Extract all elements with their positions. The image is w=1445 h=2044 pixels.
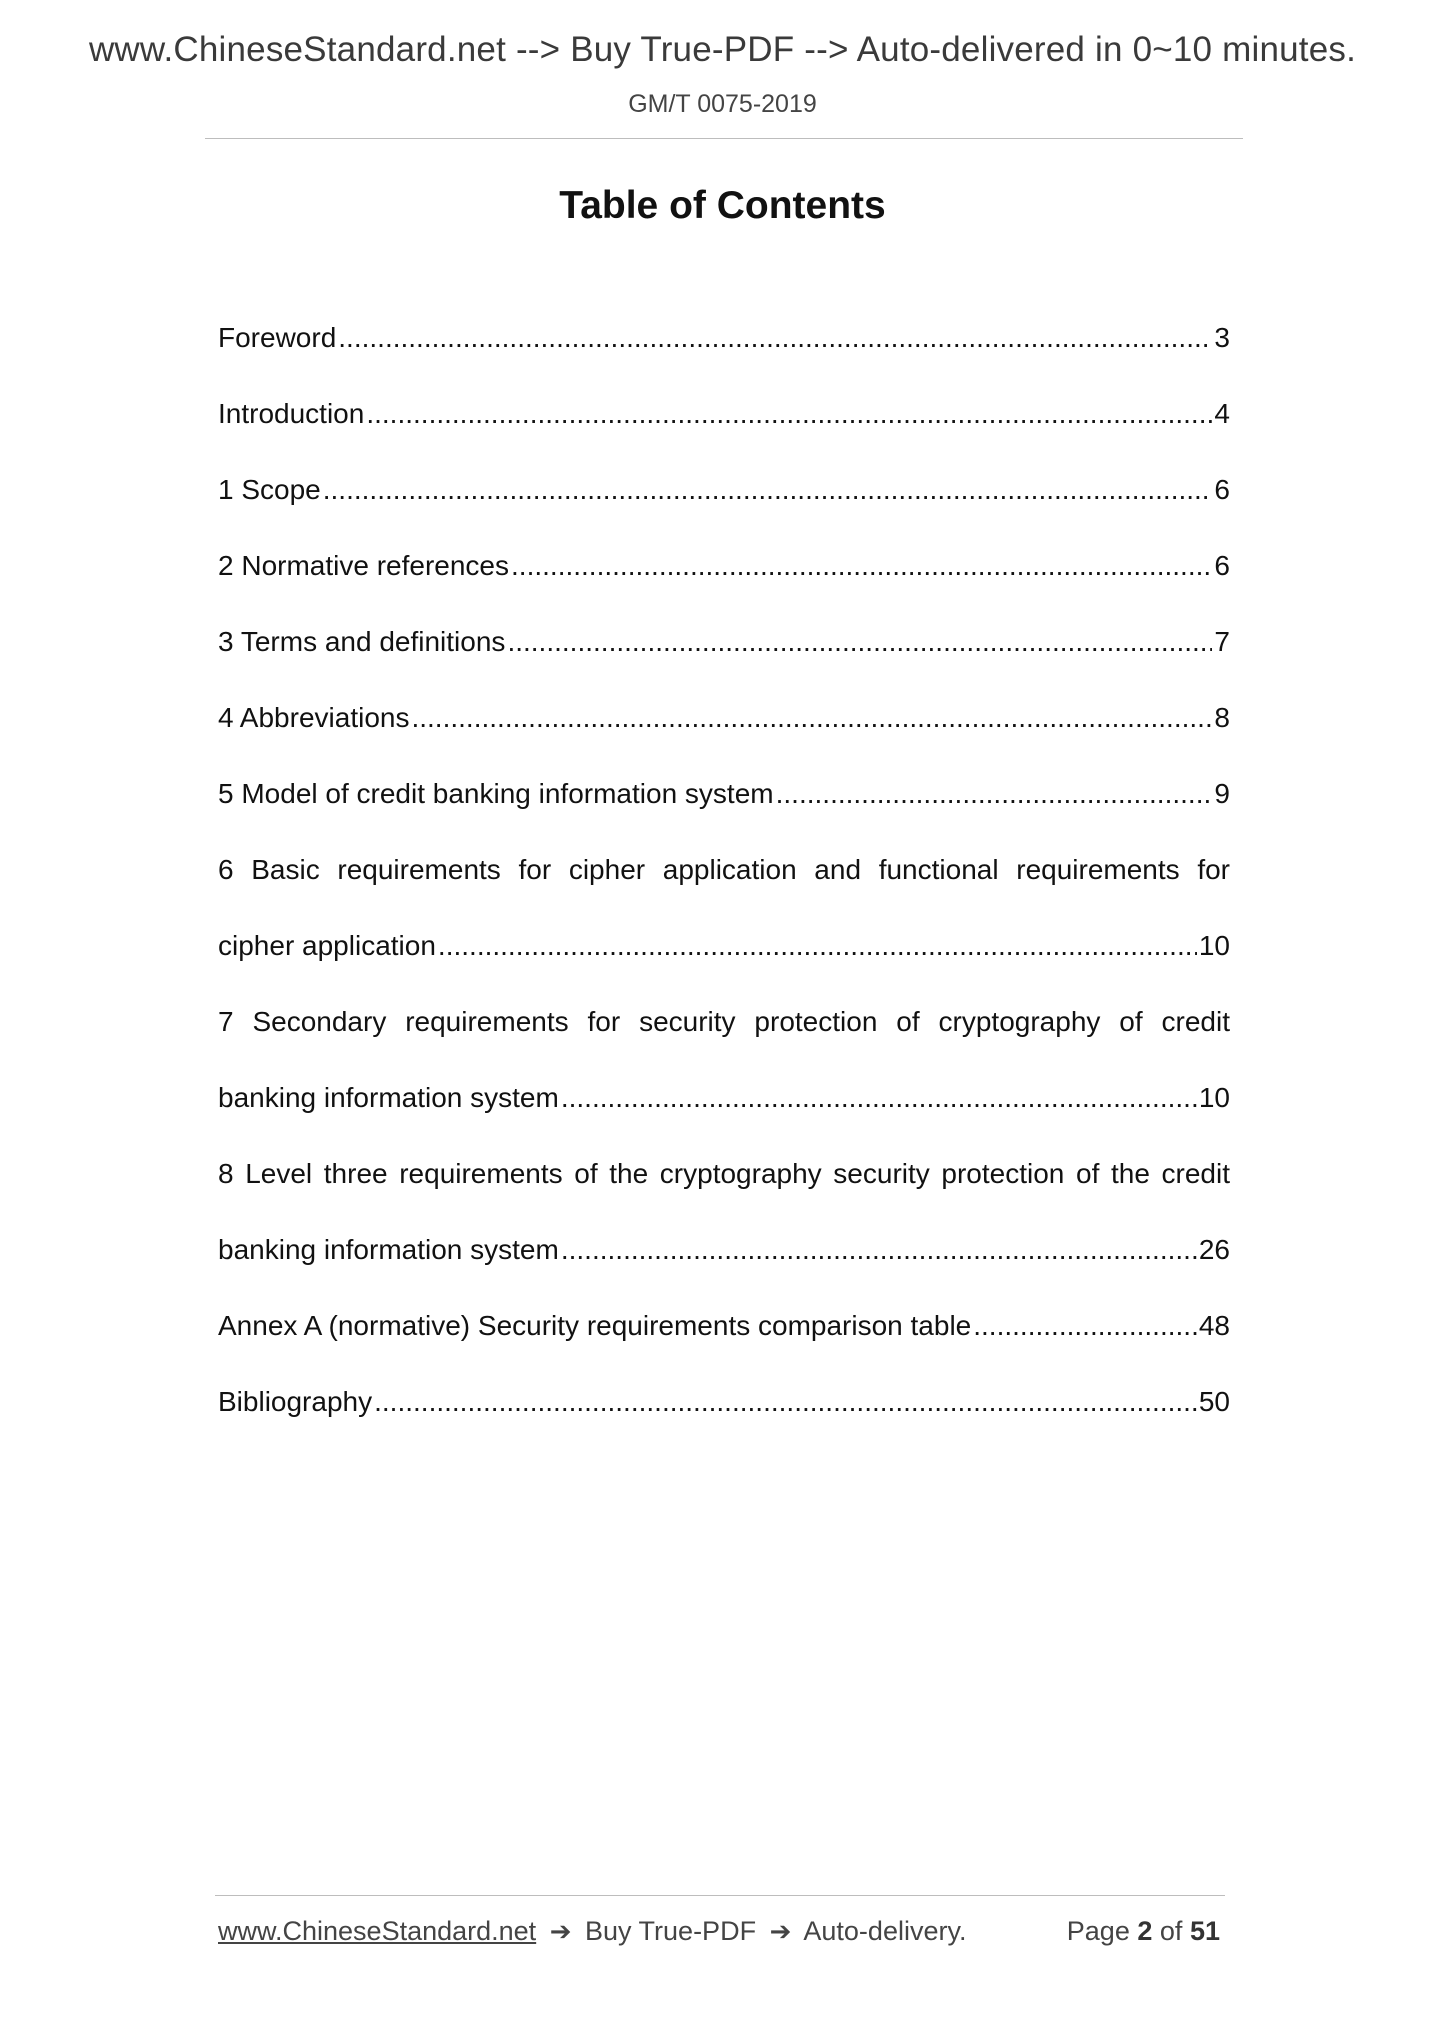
toc-entry-title: 5 Model of credit banking information system: [218, 778, 774, 809]
toc-entry-title: 3 Terms and definitions: [218, 626, 506, 657]
toc-entry-secondary-requirements-line2[interactable]: [218, 1060, 1230, 1136]
toc-entry-page: 10: [1198, 930, 1230, 961]
right-arrow-icon: ➔: [769, 1916, 792, 1946]
toc-entry-page: 3: [1214, 322, 1230, 353]
toc-leader-dots: [438, 932, 1197, 960]
header-divider: [205, 138, 1243, 139]
toc-leader-dots: [511, 552, 1212, 580]
toc-entry-page: 9: [1214, 778, 1230, 809]
toc-leader-dots: [561, 1084, 1197, 1112]
toc-leader-dots: [366, 400, 1212, 428]
toc-entry-foreword[interactable]: [218, 300, 1230, 376]
toc-entry-terms-definitions[interactable]: [218, 604, 1230, 680]
toc-entry-title: banking information system: [218, 1234, 559, 1265]
footer-site-link[interactable]: www.ChineseStandard.net: [218, 1916, 537, 1946]
toc-entry-title: cipher application: [218, 930, 436, 961]
toc-entry-title: 2 Normative references: [218, 550, 510, 581]
toc-leader-dots: [338, 324, 1212, 352]
footer-delivery-text: Auto-delivery.: [803, 1916, 967, 1946]
toc-entry-title: 4 Abbreviations: [218, 702, 410, 733]
toc-entry-page: 6: [1214, 550, 1230, 581]
toc-entry-level-three-line2[interactable]: [218, 1212, 1230, 1288]
toc-entry-title: banking information system: [218, 1082, 559, 1113]
footer-buy-text: Buy True-PDF: [585, 1916, 757, 1946]
toc-entry-annex-a[interactable]: [218, 1288, 1230, 1364]
footer-divider: [215, 1895, 1225, 1896]
document-code: GM/T 0075-2019: [628, 90, 817, 118]
total-pages: 51: [1189, 1916, 1220, 1946]
toc-entry-bibliography[interactable]: [218, 1364, 1230, 1440]
toc-leader-dots: [323, 476, 1213, 504]
toc-entry-page: 10: [1198, 1082, 1230, 1113]
toc-entry-title: Foreword: [218, 322, 337, 353]
toc-entry-title: Bibliography: [218, 1386, 373, 1417]
toc-entry-title: 1 Scope: [218, 474, 321, 505]
toc-entry-level-three-line1[interactable]: 8 Level three requirements of the cryptography security protection of the credit: [218, 1158, 1230, 1189]
right-arrow-icon: ➔: [549, 1916, 572, 1946]
toc-entry-page: 6: [1214, 474, 1230, 505]
toc-entry-secondary-requirements-line1[interactable]: 7 Secondary requirements for security protection of cryptography of credit: [218, 1006, 1230, 1037]
current-page-number: 2: [1137, 1916, 1153, 1946]
toc-entry-introduction[interactable]: [218, 376, 1230, 452]
page-label: Page: [1066, 1916, 1130, 1946]
toc-entry-scope[interactable]: [218, 452, 1230, 528]
page-title: Table of Contents: [559, 184, 886, 227]
footer-promo: [218, 1916, 966, 1947]
toc-entry-model[interactable]: [218, 756, 1230, 832]
top-banner: www.ChineseStandard.net --> Buy True-PDF --> Auto-delivered in 0~10 minutes.: [88, 30, 1357, 69]
toc-entry-page: 48: [1198, 1310, 1230, 1341]
toc-leader-dots: [507, 628, 1212, 656]
page-indicator: [1067, 1916, 1220, 1947]
toc-leader-dots: [973, 1312, 1197, 1340]
toc-leader-dots: [561, 1236, 1197, 1264]
toc-leader-dots: [374, 1388, 1197, 1416]
toc-entry-normative-references[interactable]: [218, 528, 1230, 604]
toc-entry-basic-requirements-line2[interactable]: [218, 908, 1230, 984]
toc-entry-page: 8: [1214, 702, 1230, 733]
of-label: of: [1159, 1916, 1183, 1946]
toc-leader-dots: [411, 704, 1212, 732]
toc-entry-page: 50: [1198, 1386, 1230, 1417]
toc-entry-page: 4: [1214, 398, 1230, 429]
toc-entry-page: 26: [1198, 1234, 1230, 1265]
toc-entry-abbreviations[interactable]: [218, 680, 1230, 756]
toc-list: [218, 300, 1230, 1440]
toc-entry-basic-requirements-line1[interactable]: 6 Basic requirements for cipher application and functional requirements for: [218, 854, 1230, 885]
toc-leader-dots: [776, 780, 1213, 808]
toc-entry-title: Annex A (normative) Security requirements comparison table: [218, 1310, 972, 1341]
toc-entry-title: Introduction: [218, 398, 365, 429]
toc-entry-page: 7: [1214, 626, 1230, 657]
page-footer: [218, 1916, 1220, 1956]
